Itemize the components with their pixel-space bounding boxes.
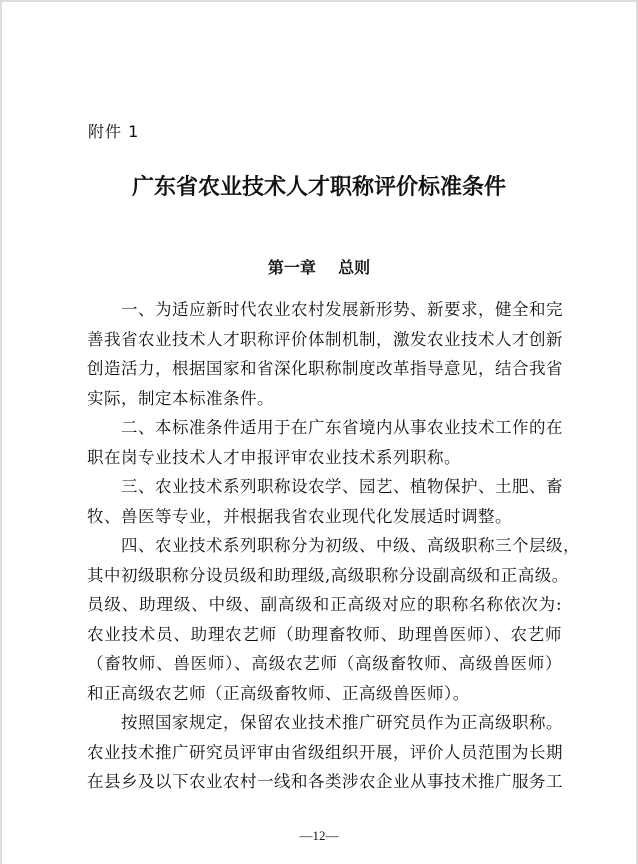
attachment-label: 附件 1 bbox=[88, 122, 140, 141]
document-title: 广东省农业技术人才职称评价标准条件 bbox=[131, 174, 506, 200]
text-line: 三、农业技术系列职称设农学、园艺、植物保护、土肥、畜 bbox=[121, 477, 563, 496]
page-number: —12— bbox=[299, 828, 339, 843]
chapter-heading: 第一章 总则 bbox=[267, 258, 371, 277]
text-line: 和正高级农艺师（正高级畜牧师、正高级兽医师）。 bbox=[87, 683, 470, 703]
text-line: 一、为适应新时代农业农村发展新形势、新要求，健全和完 bbox=[121, 300, 563, 319]
body-text bbox=[87, 295, 580, 797]
text-line: 善我省农业技术人才职称评价体制机制，激发农业技术人才创新 bbox=[87, 329, 563, 349]
text-line: 职在岗专业技术人才申报评审农业技术系列职称。 bbox=[87, 447, 461, 467]
text-line: 四、农业技术系列职称分为初级、中级、高级职称三个层级， bbox=[121, 536, 580, 555]
document-page bbox=[2, 2, 636, 864]
text-line: 农业技术推广研究员评审由省级组织开展，评价人员范围为长期 bbox=[87, 742, 563, 762]
text-line: 二、本标准条件适用于在广东省境内从事农业技术工作的在 bbox=[121, 418, 563, 437]
text-line: 创造活力，根据国家和省深化职称制度改革指导意见，结合我省 bbox=[87, 359, 563, 378]
text-line: 农业技术员、助理农艺师（助理畜牧师、助理兽医师）、农艺师 bbox=[87, 624, 562, 644]
text-line: 实际，制定本标准条件。 bbox=[87, 388, 274, 408]
text-line: 牧、兽医等专业，并根据我省农业现代化发展适时调整。 bbox=[87, 506, 512, 526]
text-line: 员级、助理级、中级、副高级和正高级对应的职称名称依次为: bbox=[87, 595, 562, 614]
text-line: 其中初级职称分设员级和助理级,高级职称分设副高级和正高级。 bbox=[87, 565, 569, 585]
text-line: 在县乡及以下农业农村一线和各类涉农企业从事技术推广服务工 bbox=[87, 772, 563, 791]
text-line: （畜牧师、兽医师）、高级农艺师（高级畜牧师、高级兽医师） bbox=[87, 654, 562, 673]
text-line: 按照国家规定，保留农业技术推广研究员作为正高级职称。 bbox=[121, 713, 563, 732]
